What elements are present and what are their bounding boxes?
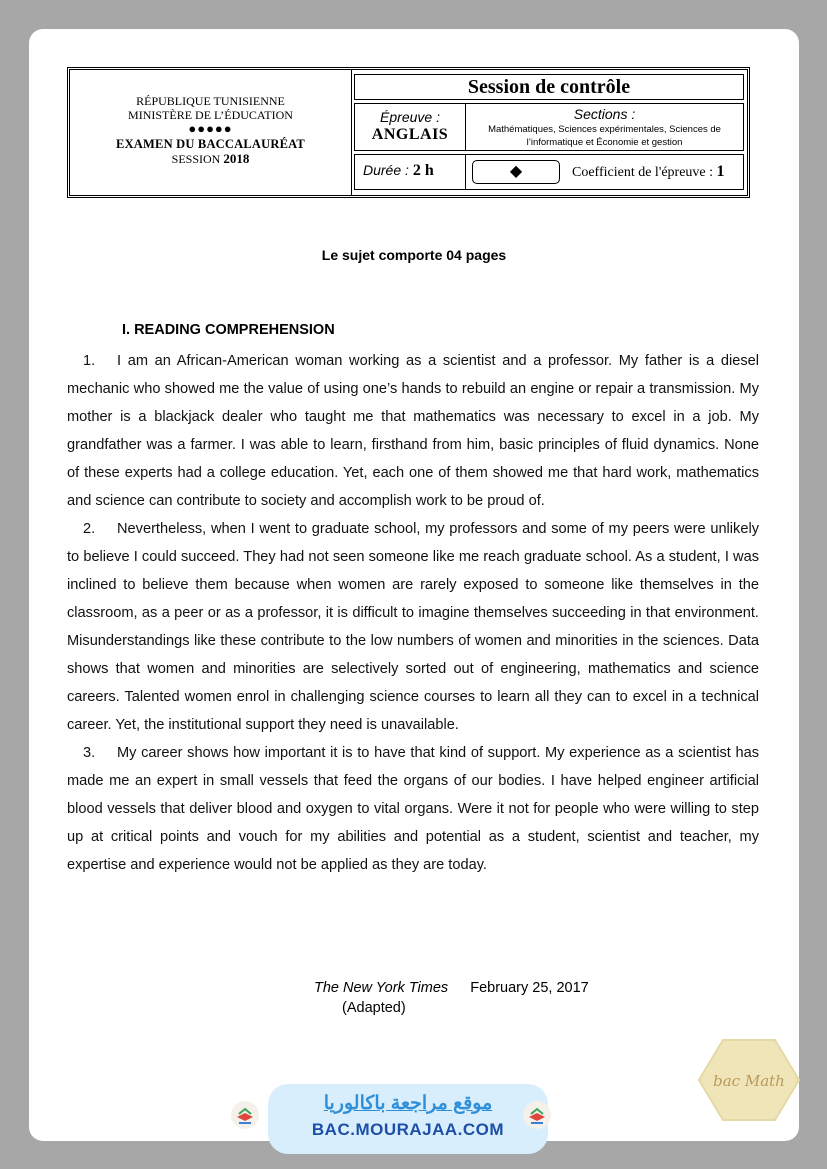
book-logo-icon: [230, 1100, 260, 1130]
duree-label: Durée :: [363, 162, 409, 178]
watermark-banner: [268, 1084, 548, 1154]
exam-label: EXAMEN DU BACCALAURÉAT: [116, 137, 305, 151]
source-publication: The New York Times: [314, 980, 449, 996]
coefficient-label: Coefficient de l'épreuve :: [572, 165, 714, 180]
badge-text: bac Math: [713, 1072, 785, 1090]
exam-header: [67, 67, 750, 198]
paragraph-text: My career shows how important it is to have that kind of support. My experience as a scientist has made me an expert in small vessels that feed the organs of our bodies. I have helped engineer artificial blood vessels that deliver blood and oxygen to vital organs. Were it not for people who were willing to step up at critical points and vouch for my abilities and potential as a student, scientist and teacher, my expertise and experience would not be applied as they are today.: [67, 745, 759, 873]
republic-label: RÉPUBLIQUE TUNISIENNE: [136, 94, 285, 108]
decorative-dots: ●●●●●: [188, 121, 233, 136]
paragraph: [67, 515, 759, 739]
paragraph-number: 2.: [83, 521, 96, 537]
subject-pages-note: Le sujet comporte 04 pages: [321, 247, 507, 263]
ministry-label: MINISTÈRE DE L’ÉDUCATION: [128, 108, 293, 122]
book-logo-icon: [522, 1100, 552, 1130]
epreuve-value: ANGLAIS: [371, 126, 449, 143]
duree-value: 2 h: [412, 162, 434, 179]
session-title: Session de contrôle: [354, 74, 744, 100]
coefficient-value: 1: [716, 163, 725, 180]
adapted-note: (Adapted): [342, 1000, 406, 1016]
ministry-block: [70, 70, 352, 195]
section-heading: I. READING COMPREHENSION: [122, 322, 335, 338]
paragraph: [67, 739, 759, 879]
sections-label: Sections :: [573, 106, 636, 122]
bac-math-badge: [697, 1038, 801, 1122]
watermark-url: BAC.MOURAJAA.COM: [311, 1120, 505, 1139]
duree-cell: [354, 154, 466, 190]
reading-text: [67, 347, 759, 879]
document-page: [29, 29, 799, 1141]
paragraph-number: 3.: [83, 745, 96, 761]
coefficient-cell: [466, 154, 744, 190]
paragraph-text: I am an African-American woman working as a scientist and a professor. My father is a diesel mechanic who showed me the value of using one’s hands to rebuild an engine or repair a transmission. My mother is a blackjack dealer who taught me that mathematics was necessary to excel in a job. My grandfather was a farmer. I was able to learn, firsthand from him, basic principles of fluid dynamics. None of these experts had a college education. Yet, each one of them showed me that hard work, mathematics and science can contribute to society and accomplish work to be proud of.: [67, 353, 759, 509]
paragraph-number: 1.: [83, 353, 96, 369]
session-label: SESSION: [171, 152, 221, 166]
session-year-line: [70, 152, 351, 166]
source-line: [314, 978, 589, 998]
watermark-arabic: موقع مراجعة باكالوريا: [323, 1093, 493, 1114]
paragraph: [67, 347, 759, 515]
session-year: 2018: [223, 151, 250, 166]
coefficient-line: [572, 155, 725, 190]
sections-value: Mathématiques, Sciences expérimentales, Sciences de l’informatique et Économie et gestion: [488, 124, 721, 148]
epreuve-label: Épreuve :: [380, 109, 440, 125]
paragraph-text: Nevertheless, when I went to graduate school, my professors and some of my peers were unlikely to believe I could succeed. They had not seen someone like me reach graduate school. As a student, I was inclined to believe them because when women are rarely exposed to someone like themselves in the classroom, as a peer or as a professor, it is difficult to imagine themselves succeeding in that environment. Misunderstandings like these contribute to the low numbers of women and minorities in the sciences. Data shows that women and minorities are selectively sorted out of engineering, mathematics and science careers. Talented women enrol in challenging science courses to learn all they can to excel in a technical career. Yet, the institutional support they need is unavailable.: [67, 521, 759, 733]
diamond-icon: ◆: [472, 160, 560, 184]
source-date: February 25, 2017: [470, 980, 589, 996]
sections-cell: [466, 103, 744, 151]
epreuve-cell: [354, 103, 466, 151]
